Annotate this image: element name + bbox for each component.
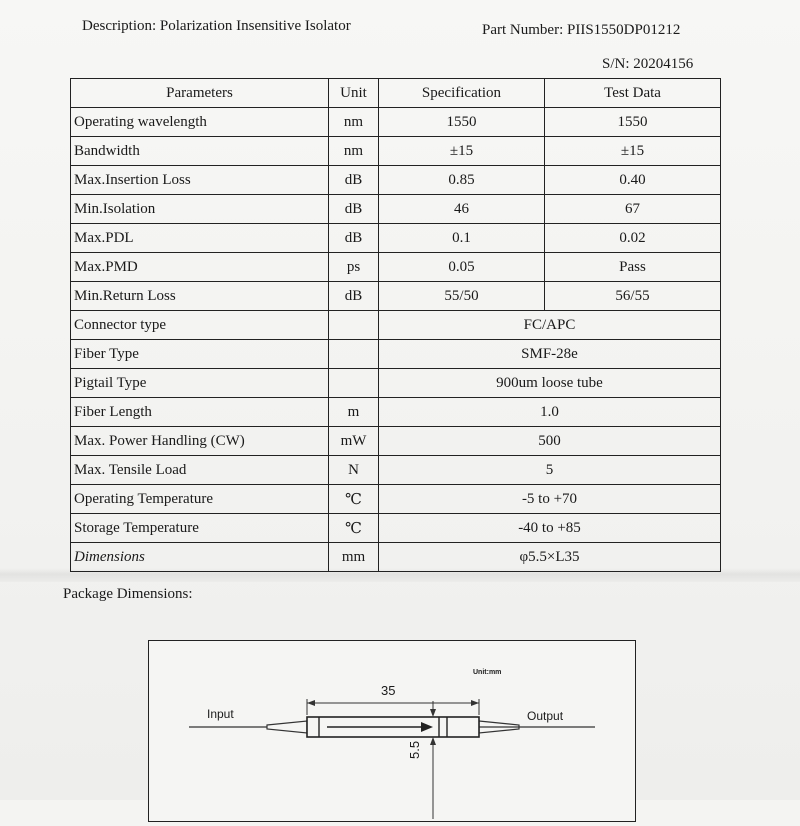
value-cell: FC/APC bbox=[379, 311, 721, 340]
unit-cell: dB bbox=[329, 224, 379, 253]
param-cell: Fiber Type bbox=[71, 340, 329, 369]
value-cell: SMF-28e bbox=[379, 340, 721, 369]
table-row bbox=[71, 543, 721, 572]
value-cell: 500 bbox=[379, 427, 721, 456]
param-cell: Storage Temperature bbox=[71, 514, 329, 543]
length-arrow-right-icon bbox=[471, 700, 479, 706]
param-cell: Max.PMD bbox=[71, 253, 329, 282]
diameter-arrow-bottom-icon bbox=[430, 737, 436, 745]
package-drawing bbox=[148, 640, 636, 822]
output-label: Output bbox=[527, 709, 564, 723]
spec-table bbox=[70, 78, 721, 572]
unit-label: Unit:mm bbox=[473, 669, 502, 676]
test-data-cell: 56/55 bbox=[545, 282, 721, 311]
table-row bbox=[71, 195, 721, 224]
input-label: Input bbox=[207, 707, 234, 721]
unit-cell: dB bbox=[329, 282, 379, 311]
table-row bbox=[71, 253, 721, 282]
input-boot bbox=[267, 721, 307, 733]
table-row bbox=[71, 282, 721, 311]
value-cell: φ5.5×L35 bbox=[379, 543, 721, 572]
param-cell: Max. Tensile Load bbox=[71, 456, 329, 485]
test-data-cell: 67 bbox=[545, 195, 721, 224]
length-arrow-left-icon bbox=[307, 700, 315, 706]
unit-cell: mm bbox=[329, 543, 379, 572]
spec-cell: 46 bbox=[379, 195, 545, 224]
header-test-data: Test Data bbox=[545, 79, 721, 108]
table-row bbox=[71, 224, 721, 253]
param-cell: Max.Insertion Loss bbox=[71, 166, 329, 195]
table-row bbox=[71, 485, 721, 514]
unit-cell bbox=[329, 340, 379, 369]
table-row bbox=[71, 137, 721, 166]
param-cell: Pigtail Type bbox=[71, 369, 329, 398]
param-cell: Connector type bbox=[71, 311, 329, 340]
param-cell: Fiber Length bbox=[71, 398, 329, 427]
unit-cell bbox=[329, 369, 379, 398]
length-value-label: 35 bbox=[381, 683, 396, 698]
unit-cell: dB bbox=[329, 166, 379, 195]
param-cell: Bandwidth bbox=[71, 137, 329, 166]
spec-cell: 55/50 bbox=[379, 282, 545, 311]
unit-cell: dB bbox=[329, 195, 379, 224]
description-text: Description: Polarization Insensitive Isolator bbox=[82, 18, 351, 34]
table-row bbox=[71, 166, 721, 195]
test-data-cell: Pass bbox=[545, 253, 721, 282]
value-cell: -40 to +85 bbox=[379, 514, 721, 543]
unit-cell: nm bbox=[329, 137, 379, 166]
param-cell: Min.Isolation bbox=[71, 195, 329, 224]
param-cell: Operating Temperature bbox=[71, 485, 329, 514]
table-row bbox=[71, 514, 721, 543]
spec-cell: ±15 bbox=[379, 137, 545, 166]
unit-cell bbox=[329, 311, 379, 340]
unit-cell: N bbox=[329, 456, 379, 485]
package-dimensions-title: Package Dimensions: bbox=[63, 586, 193, 602]
param-cell: Max.PDL bbox=[71, 224, 329, 253]
isolator-diagram bbox=[149, 641, 635, 821]
table-row bbox=[71, 398, 721, 427]
table-row bbox=[71, 427, 721, 456]
test-data-cell: 1550 bbox=[545, 108, 721, 137]
table-row bbox=[71, 369, 721, 398]
unit-cell: ℃ bbox=[329, 514, 379, 543]
param-cell: Operating wavelength bbox=[71, 108, 329, 137]
unit-cell: ps bbox=[329, 253, 379, 282]
test-data-cell: 0.02 bbox=[545, 224, 721, 253]
table-row bbox=[71, 340, 721, 369]
table-header-row bbox=[71, 79, 721, 108]
table-row bbox=[71, 311, 721, 340]
value-cell: 5 bbox=[379, 456, 721, 485]
spec-cell: 0.1 bbox=[379, 224, 545, 253]
unit-cell: nm bbox=[329, 108, 379, 137]
test-data-cell: ±15 bbox=[545, 137, 721, 166]
param-cell: Max. Power Handling (CW) bbox=[71, 427, 329, 456]
unit-cell: m bbox=[329, 398, 379, 427]
diameter-value-label: 5.5 bbox=[407, 740, 422, 759]
value-cell: 1.0 bbox=[379, 398, 721, 427]
spec-cell: 1550 bbox=[379, 108, 545, 137]
value-cell: 900um loose tube bbox=[379, 369, 721, 398]
param-cell: Dimensions bbox=[71, 543, 329, 572]
part-number-text: Part Number: PIIS1550DP01212 bbox=[482, 22, 681, 38]
header-unit: Unit bbox=[329, 79, 379, 108]
value-cell: -5 to +70 bbox=[379, 485, 721, 514]
header-parameters: Parameters bbox=[71, 79, 329, 108]
param-cell: Min.Return Loss bbox=[71, 282, 329, 311]
test-data-cell: 0.40 bbox=[545, 166, 721, 195]
header-specification: Specification bbox=[379, 79, 545, 108]
serial-number-text: S/N: 20204156 bbox=[602, 56, 694, 72]
unit-cell: mW bbox=[329, 427, 379, 456]
table-row bbox=[71, 456, 721, 485]
table-row bbox=[71, 108, 721, 137]
unit-cell: ℃ bbox=[329, 485, 379, 514]
diameter-arrow-top-icon bbox=[430, 709, 436, 717]
spec-cell: 0.05 bbox=[379, 253, 545, 282]
spec-cell: 0.85 bbox=[379, 166, 545, 195]
